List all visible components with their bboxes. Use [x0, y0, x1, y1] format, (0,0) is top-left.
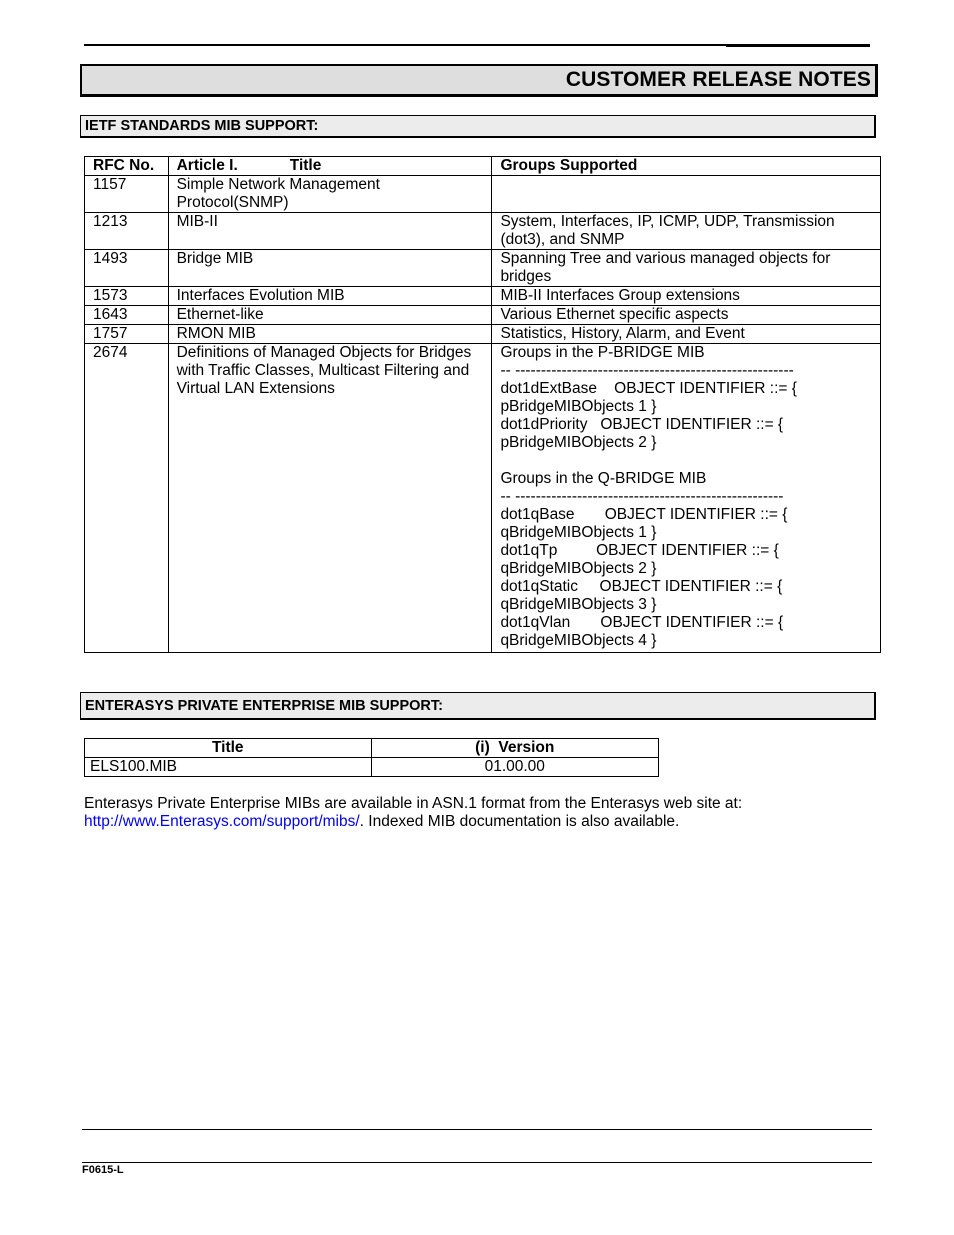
- groups-cell: Spanning Tree and various managed objects for bridges: [492, 250, 881, 287]
- title-cell: Definitions of Managed Objects for Bridges with Traffic Classes, Multicast Filtering and Virtual LAN Extensions: [168, 344, 492, 653]
- rfc-cell: 2674: [85, 344, 169, 653]
- ietf-mib-table: [84, 156, 881, 653]
- header-title: Title: [85, 739, 372, 758]
- groups-cell: Groups in the P-BRIDGE MIB -- ------------------------------------------------------ dot1dExtBase OBJECT IDENTIFIER ::= { pBridgeMIBObjects 1 } dot1dPriority OBJECT IDENTIFIER ::= { pBridgeMIBObjects 2 } Groups in the Q-BRIDGE MIB -- ---------------------------------------------------- dot1qBase OBJECT IDENTIFIER ::= { qBridgeMIBObjects 1 } dot1qTp OBJECT IDENTIFIER ::= { qBridgeMIBObjects 2 } dot1qStatic OBJECT IDENTIFIER ::= { qBridgeMIBObjects 3 } dot1qVlan OBJECT IDENTIFIER ::= { qBridgeMIBObjects 4 }: [492, 344, 881, 653]
- table-row: [85, 325, 881, 344]
- title-banner: [80, 64, 878, 97]
- version-cell: 01.00.00: [371, 758, 659, 777]
- mib-title-cell: ELS100.MIB: [85, 758, 372, 777]
- groups-cell: Statistics, History, Alarm, and Event: [492, 325, 881, 344]
- title-cell: Ethernet-like: [168, 306, 492, 325]
- rfc-cell: 1493: [85, 250, 169, 287]
- note-line-2: [84, 813, 742, 831]
- groups-cell: [492, 176, 881, 213]
- table-header-row: [85, 739, 659, 758]
- header-article: Article I.: [176, 157, 238, 174]
- groups-cell: MIB-II Interfaces Group extensions: [492, 287, 881, 306]
- section-title-enterasys: ENTERASYS PRIVATE ENTERPRISE MIB SUPPORT:: [85, 698, 443, 714]
- table-row: [85, 213, 881, 250]
- table-row: [85, 758, 659, 777]
- mibs-link[interactable]: http://www.Enterasys.com/support/mibs/: [84, 813, 360, 830]
- footer-rule-top: [82, 1129, 872, 1130]
- rfc-cell: 1573: [85, 287, 169, 306]
- top-rule-accent: [726, 44, 870, 47]
- page-title: CUSTOMER RELEASE NOTES: [565, 68, 871, 91]
- section-title-ietf: IETF STANDARDS MIB SUPPORT:: [85, 118, 319, 134]
- note-line-1: Enterasys Private Enterprise MIBs are available in ASN.1 format from the Enterasys web site at:: [84, 795, 743, 812]
- header-version-label: Version: [498, 739, 555, 756]
- note-line-2-rest: . Indexed MIB documentation is also available.: [359, 813, 680, 830]
- header-groups: Groups Supported: [492, 157, 881, 176]
- rfc-cell: 1757: [85, 325, 169, 344]
- header-rfc: RFC No.: [85, 157, 169, 176]
- title-cell: Bridge MIB: [168, 250, 492, 287]
- table-row: [85, 287, 881, 306]
- version-table: [84, 738, 659, 777]
- header-version-prefix: (i): [475, 739, 490, 756]
- title-cell: Simple Network Management Protocol(SNMP): [168, 176, 492, 213]
- groups-cell: System, Interfaces, IP, ICMP, UDP, Transmission (dot3), and SNMP: [492, 213, 881, 250]
- table-row: [85, 176, 881, 213]
- table-row: [85, 344, 881, 653]
- table-header-row: [85, 157, 881, 176]
- title-cell: MIB-II: [168, 213, 492, 250]
- header-version: [371, 739, 659, 758]
- table-row: [85, 250, 881, 287]
- section-header-ietf: [80, 115, 876, 138]
- title-cell: Interfaces Evolution MIB: [168, 287, 492, 306]
- title-cell: RMON MIB: [168, 325, 492, 344]
- rfc-cell: 1643: [85, 306, 169, 325]
- rfc-cell: 1213: [85, 213, 169, 250]
- footer-rule-bottom: [82, 1162, 872, 1163]
- document-code: F0615-L: [82, 1164, 124, 1176]
- mib-availability-note: [84, 795, 742, 831]
- header-title-label: Title: [289, 157, 322, 174]
- section-header-enterasys: [80, 692, 876, 720]
- rfc-cell: 1157: [85, 176, 169, 213]
- header-title: [168, 157, 492, 176]
- table-row: [85, 306, 881, 325]
- groups-cell: Various Ethernet specific aspects: [492, 306, 881, 325]
